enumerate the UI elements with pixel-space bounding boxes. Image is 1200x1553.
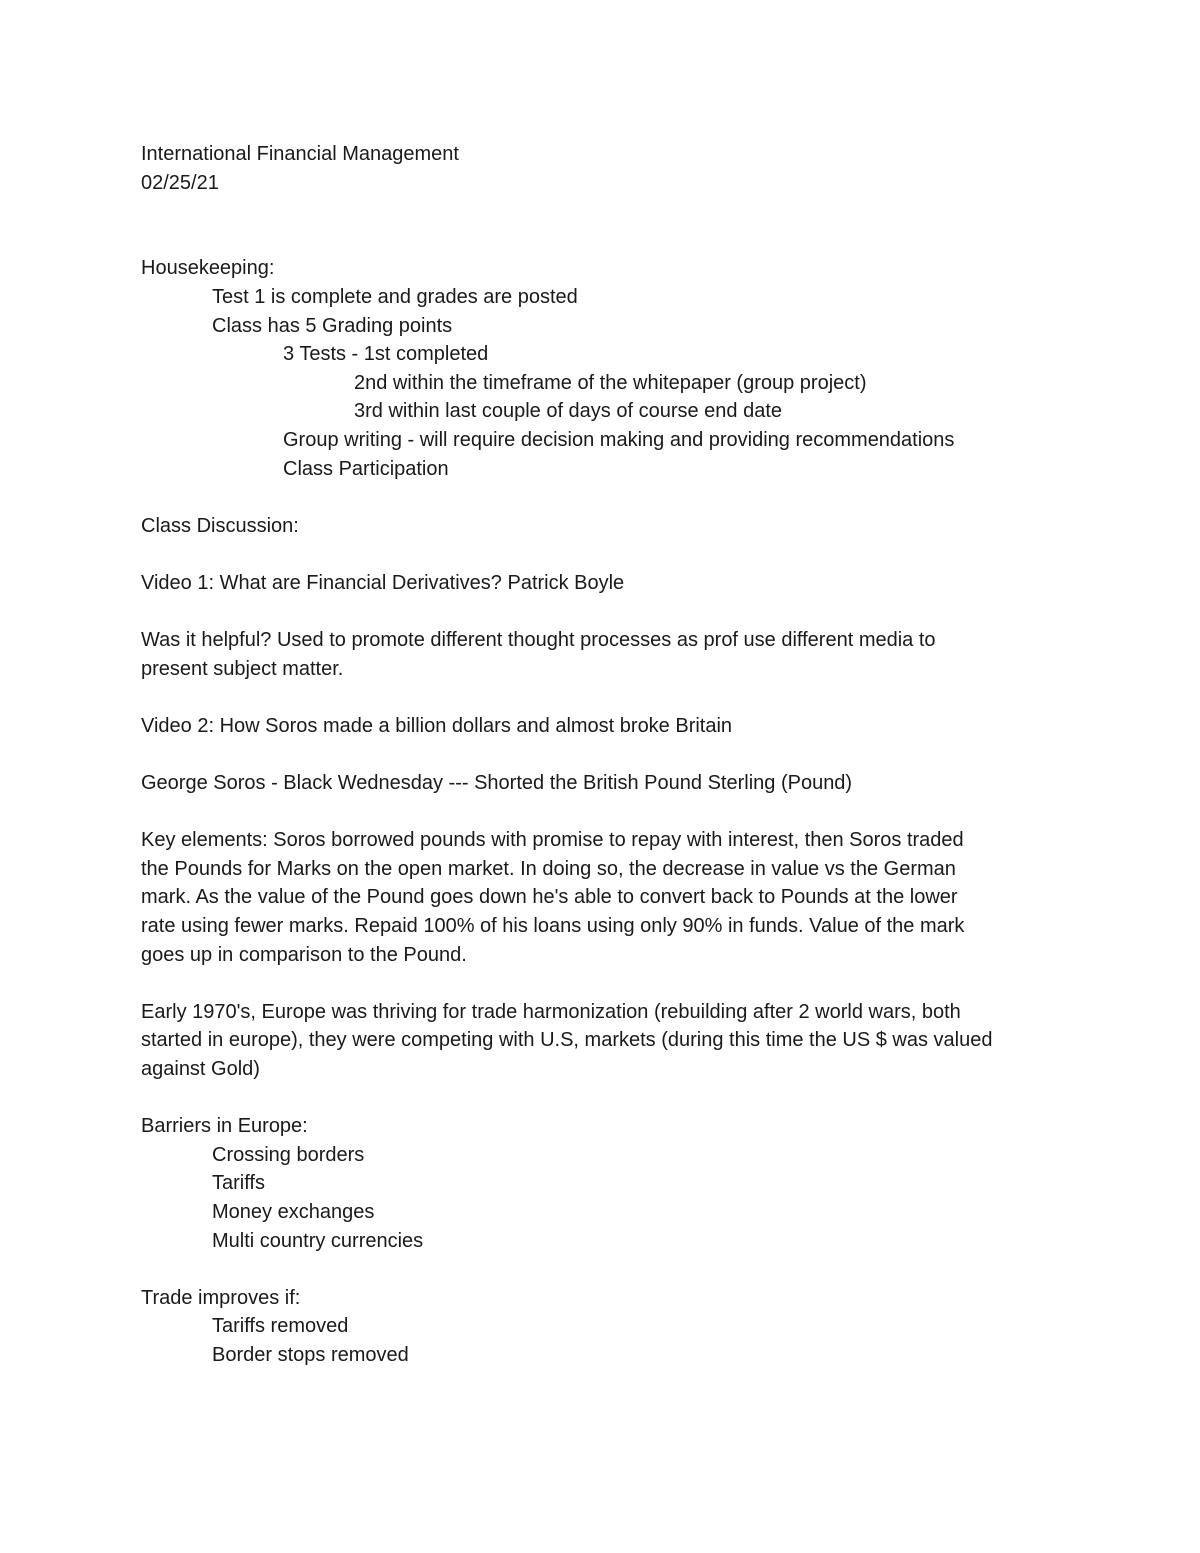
document-title: International Financial Management [141, 143, 459, 165]
spacer [141, 540, 1081, 569]
housekeeping-item-grading: Class has 5 Grading points [212, 314, 453, 337]
key-elements-line: the Pounds for Marks on the open market. In doing so, the decrease in value vs the German [141, 857, 956, 880]
video2-title: Video 2: How Soros made a billion dollars and almost broke Britain [141, 714, 733, 737]
helpful-paragraph-line: present subject matter. [141, 657, 344, 680]
barriers-item: Money exchanges [212, 1200, 375, 1223]
spacer [141, 683, 1081, 712]
helpful-paragraph-line: Was it helpful? Used to promote different thought processes as prof use different media to [141, 629, 936, 652]
spacer [141, 969, 1081, 998]
early-1970s-line: started in europe), they were competing with U.S, markets (during this time the US $ was valued [141, 1029, 993, 1052]
key-elements-line: rate using fewer marks. Repaid 100% of his loans using only 90% in funds. Value of the mark [141, 915, 965, 938]
grading-item-group-writing: Group writing - will require decision making and providing recommendations [283, 428, 955, 451]
barriers-item: Crossing borders [212, 1143, 365, 1166]
spacer [141, 740, 1081, 769]
barriers-heading: Barriers in Europe: [141, 1115, 308, 1138]
tests-item-second: 2nd within the timeframe of the whitepaper (group project) [354, 371, 867, 394]
spacer [141, 197, 1081, 254]
spacer [141, 598, 1081, 627]
tests-item-third: 3rd within last couple of days of course end date [354, 400, 783, 423]
housekeeping-heading: Housekeeping: [141, 257, 275, 280]
key-elements-line: goes up in comparison to the Pound. [141, 943, 467, 966]
grading-item-tests: 3 Tests - 1st completed [283, 343, 489, 366]
key-elements-line: mark. As the value of the Pound goes down he's able to convert back to Pounds at the lower [141, 886, 958, 909]
housekeeping-item-test1: Test 1 is complete and grades are posted [212, 285, 578, 308]
trade-heading: Trade improves if: [141, 1286, 301, 1309]
early-1970s-line: against Gold) [141, 1058, 260, 1080]
barriers-item: Tariffs [212, 1172, 265, 1195]
early-1970s-line: Early 1970's, Europe was thriving for trade harmonization (rebuilding after 2 world wars, both [141, 1000, 961, 1023]
grading-item-participation: Class Participation [283, 457, 449, 480]
trade-item: Tariffs removed [212, 1315, 349, 1338]
spacer [141, 798, 1081, 827]
spacer [141, 483, 1081, 512]
trade-item: Border stops removed [212, 1343, 409, 1366]
barriers-item: Multi country currencies [212, 1229, 424, 1252]
spacer [141, 1084, 1081, 1113]
key-elements-line: Key elements: Soros borrowed pounds with promise to repay with interest, then Soros traded [141, 829, 964, 852]
spacer [141, 1255, 1081, 1284]
document-body [141, 140, 1081, 1370]
document-date: 02/25/21 [141, 171, 219, 194]
discussion-heading: Class Discussion: [141, 514, 299, 537]
video1-title: Video 1: What are Financial Derivatives? Patrick Boyle [141, 571, 625, 594]
soros-summary: George Soros - Black Wednesday --- Shorted the British Pound Sterling (Pound) [141, 772, 853, 795]
